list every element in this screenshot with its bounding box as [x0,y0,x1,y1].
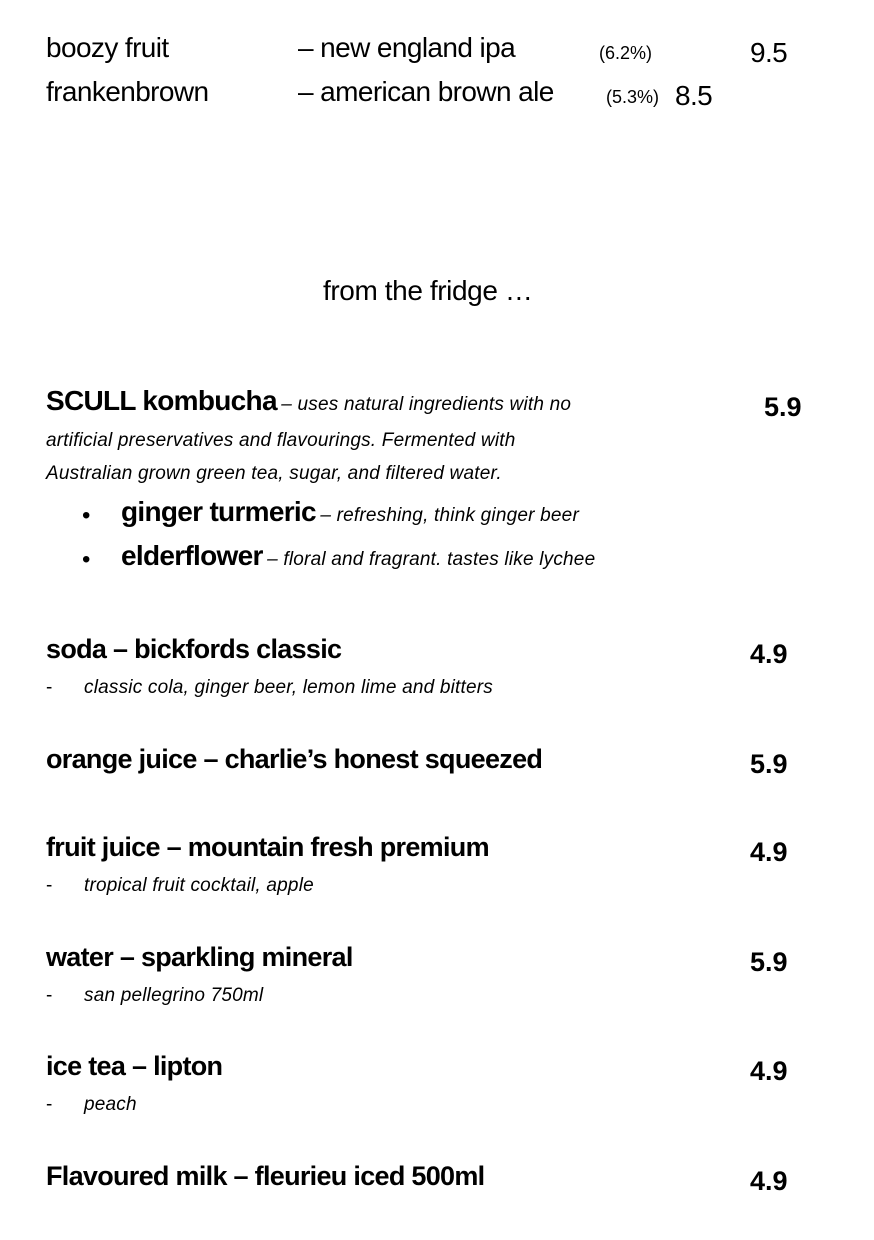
beer-style: – new england ipa [298,32,516,63]
kombucha-name: SCULL kombucha [46,385,277,416]
bullet: • [82,546,91,573]
item-name: soda – bickfords classic [46,634,342,664]
flavour-name: ginger turmeric [121,496,316,527]
item-name: water – sparkling mineral [46,942,353,972]
item-sub: classic cola, ginger beer, lemon lime and bitters [84,677,493,698]
flavour-desc: – refreshing, think ginger beer [320,505,579,526]
beer-style: – american brown ale [298,76,554,107]
beer-name: frankenbrown [46,76,209,107]
flavour-item [121,540,595,572]
item-name: orange juice – charlie’s honest squeezed [46,744,543,774]
item-price: 5.9 [750,947,788,977]
item-sub: san pellegrino 750ml [84,985,264,1006]
item-name: fruit juice – mountain fresh premium [46,832,489,862]
item-sub: tropical fruit cocktail, apple [84,875,314,896]
beer-name: boozy fruit [46,32,169,63]
item-dash: - [46,677,53,698]
beer-abv: (6.2%) [599,43,653,63]
beer-abv: (5.3%) [606,87,660,107]
kombucha-price: 5.9 [764,392,802,422]
flavour-item [121,496,579,528]
beer-price: 9.5 [750,37,788,68]
item-price: 4.9 [750,1166,788,1196]
section-title: from the fridge … [323,275,533,306]
kombucha-desc: artificial preservatives and flavourings. Fermented with [46,430,516,451]
item-name: ice tea – lipton [46,1051,223,1081]
kombucha-heading [46,385,571,417]
flavour-name: elderflower [121,540,263,571]
item-price: 4.9 [750,837,788,867]
item-dash: - [46,875,53,896]
bullet: • [82,502,91,529]
item-price: 4.9 [750,1056,788,1086]
item-price: 5.9 [750,749,788,779]
item-sub: peach [84,1094,137,1115]
kombucha-desc: Australian grown green tea, sugar, and filtered water. [46,463,502,484]
kombucha-desc: – uses natural ingredients with no [281,394,572,415]
item-dash: - [46,985,53,1006]
flavour-desc: – floral and fragrant. tastes like lychee [267,549,596,570]
item-name: Flavoured milk – fleurieu iced 500ml [46,1161,485,1191]
beer-price: 8.5 [675,80,713,111]
item-dash: - [46,1094,53,1115]
item-price: 4.9 [750,639,788,669]
